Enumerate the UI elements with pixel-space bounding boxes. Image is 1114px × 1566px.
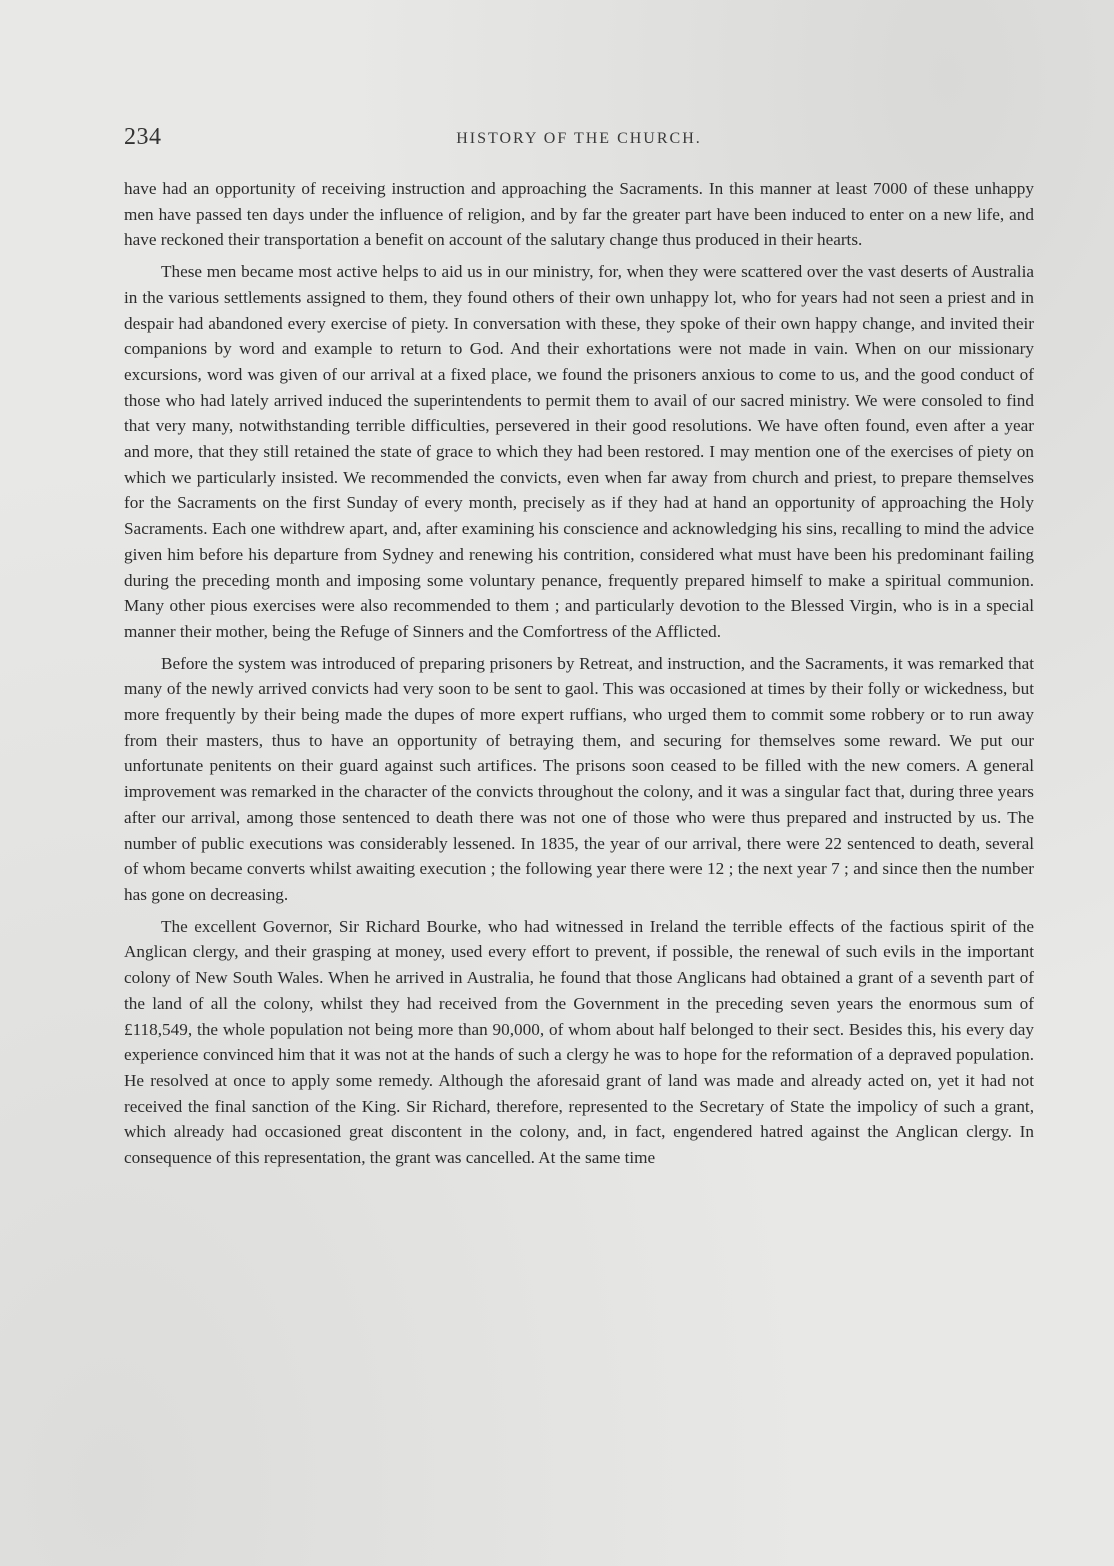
paragraph-continued: have had an opportunity of receiving instruction and approaching the Sacraments. In this manner at least 7000 of these unhappy men have passed ten days under the influence of religion, and by far the greater part have been induced to enter on a new life, and have reckoned their transportation a benefit on account of the salutary change thus produced in their hearts.: [124, 179, 1034, 250]
page-header: [124, 124, 1034, 156]
page-number: 234: [124, 124, 162, 150]
running-title: HISTORY OF THE CHURCH.: [456, 130, 702, 147]
paragraph-helps-in-ministry: These men became most active helps to aid us in our ministry, for, when they were scattered over the vast deserts of Australia in the various settlements assigned to them, they found others of their own unhappy lot, who for years had not seen a priest and in despair had abandoned every exercise of piety. In conversation with these, they spoke of their own happy change, and invited their companions by word and example to return to God. And their exhortations were not made in vain. When on our missionary excursions, word was given of our arrival at a fixed place, we found the prisoners anxious to come to us, and the good conduct of those who had lately arrived induced the superintendents to permit them to avail of our sacred ministry. We were consoled to find that very many, notwithstanding terrible difficulties, persevered in their good resolutions. We have often found, even after a year and more, that they still retained the state of grace to which they had been restored. I may mention one of the exercises of piety on which we particularly insisted. We recommended the convicts, even when far away from church and priest, to prepare themselves for the Sacraments on the first Sunday of every month, precisely as if they had at hand an opportunity of approaching the Holy Sacraments. Each one withdrew apart, and, after examining his conscience and acknowledging his sins, recalling to mind the advice given him before his departure from Sydney and renewing his contrition, considered what must have been his predominant failing during the preceding month and imposing some voluntary penance, frequently prepared himself to make a spiritual communion. Many other pious exercises were also recommended to them ; and particularly devotion to the Blessed Virgin, who is in a special manner their mother, being the Refuge of Sinners and the Comfortress of the Afflicted.: [124, 262, 1034, 641]
paragraph-before-the-system: Before the system was introduced of preparing prisoners by Retreat, and instruction, and the Sacraments, it was remarked that many of the newly arrived convicts had very soon to be sent to gaol. This was occasioned at times by their folly or wickedness, but more frequently by their being made the dupes of more expert ruffians, who urged them to commit some robbery or to run away from their masters, thus to have an opportunity of betraying them, and securing for themselves some reward. We put our unfortunate penitents on their guard against such artifices. The prisons soon ceased to be filled with the new comers. A general improvement was remarked in the character of the convicts throughout the colony, and it was a singular fact that, during three years after our arrival, among those sentenced to death there was not one of those who were thus prepared and instructed by us. The number of public executions was considerably lessened. In 1835, the year of our arrival, there were 22 sentenced to death, several of whom became converts whilst awaiting execution ; the following year there were 12 ; the next year 7 ; and since then the number has gone on decreasing.: [124, 653, 1034, 904]
body-text: [124, 176, 1034, 1177]
paragraph-governor-bourke: The excellent Governor, Sir Richard Bourke, who had witnessed in Ireland the terrible effects of the factious spirit of the Anglican clergy, and their grasping at money, used every effort to prevent, if possible, the renewal of such evils in the important colony of New South Wales. When he arrived in Australia, he found that those Anglicans had obtained a grant of a seventh part of the land of all the colony, whilst they had received from the Government in the preceding seven years the enormous sum of £118,549, the whole population not being more than 90,000, of whom about half belonged to their sect. Besides this, his every day experience convinced him that it was not at the hands of such a clergy he was to hope for the reformation of a depraved population. He resolved at once to apply some remedy. Although the aforesaid grant of land was made and already acted on, yet it had not received the final sanction of the King. Sir Richard, therefore, represented to the Secretary of State the impolicy of such a grant, which already had occasioned great discontent in the colony, and, in fact, engendered hatred against the Anglican clergy. In consequence of this representation, the grant was cancelled. At the same time: [124, 916, 1034, 1168]
